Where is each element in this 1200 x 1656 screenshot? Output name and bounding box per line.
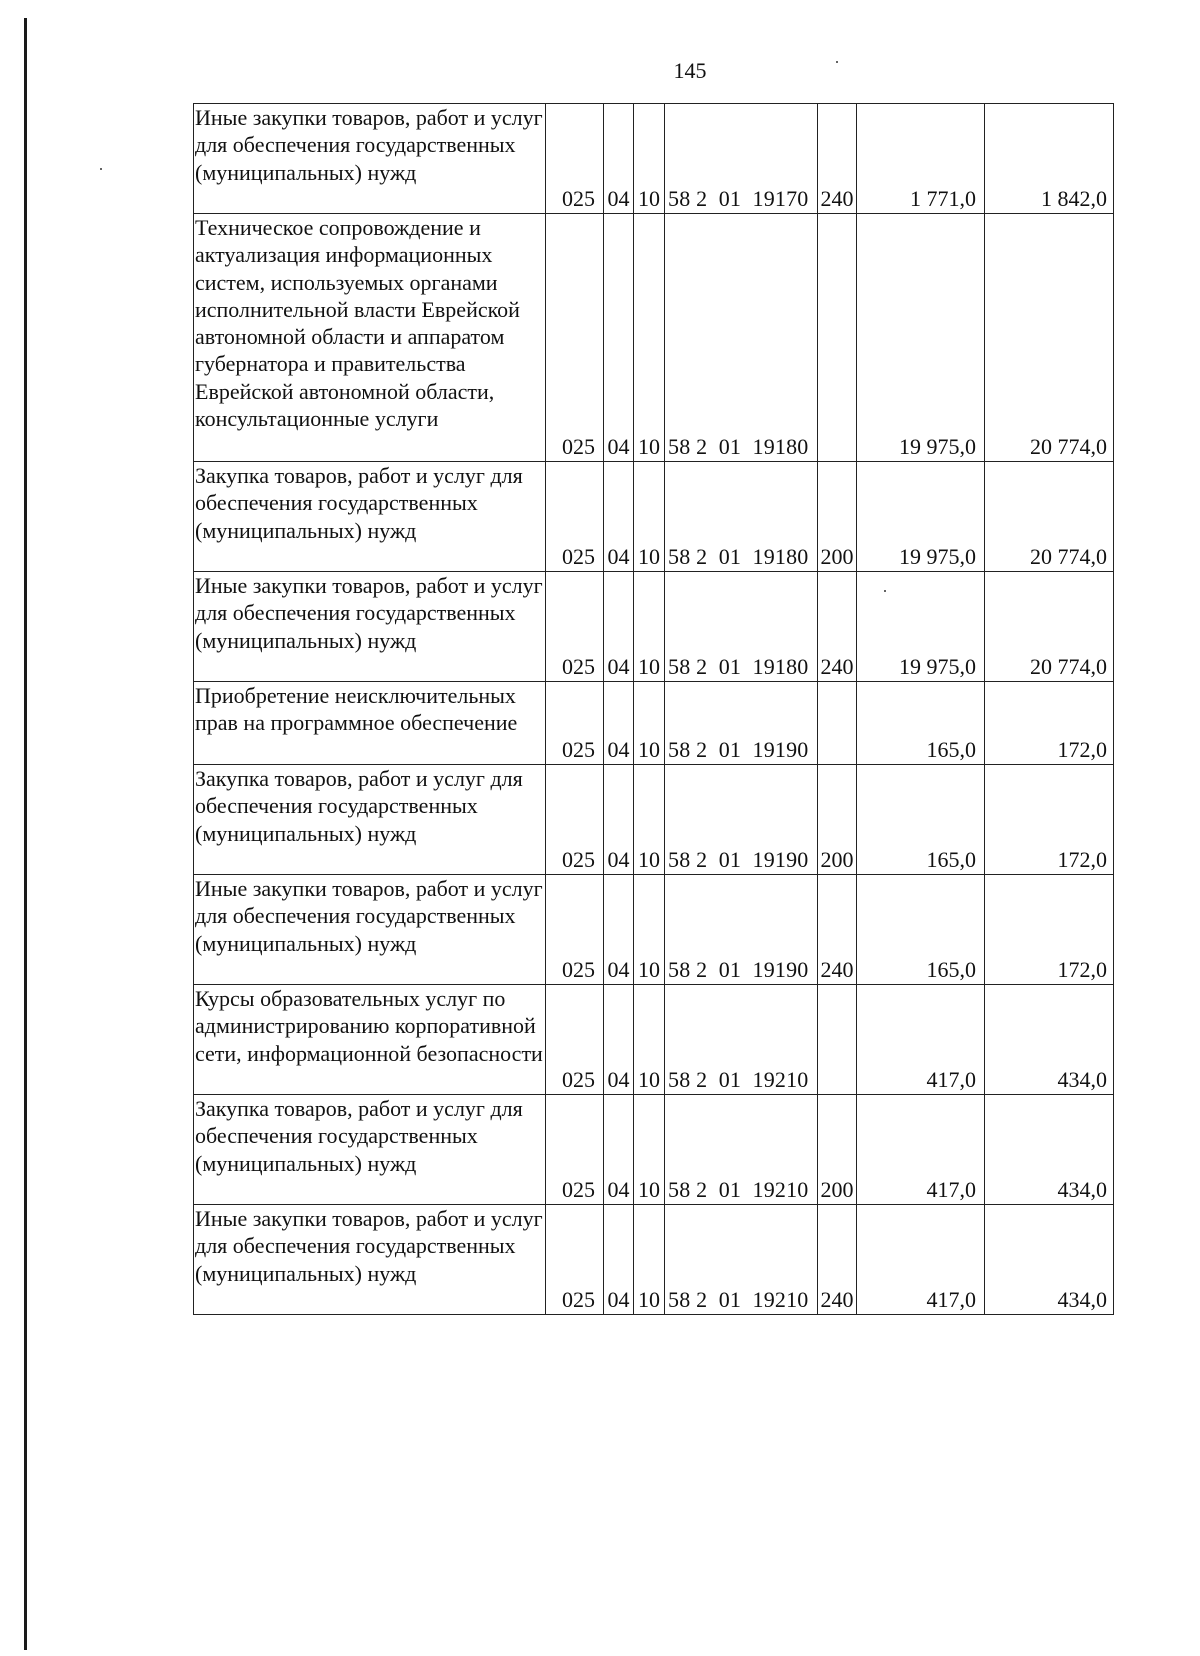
cell-amount-year2: 434,0 (985, 1095, 1114, 1205)
cell-item-name: Закупка товаров, работ и услуг для обеспечения государственных (муниципальных) нужд (194, 462, 546, 572)
cell-expense-type: 240 (818, 572, 857, 682)
cell-ministry-code: 025 (546, 1095, 604, 1205)
cell-item-name: Иные закупки товаров, работ и услуг для обеспечения государственных (муниципальных) нужд (194, 572, 546, 682)
table-row (194, 214, 1114, 462)
cell-item-name: Курсы образовательных услуг по администрированию корпоративной сети, информационной безопасности (194, 985, 546, 1095)
cell-section-code: 04 (604, 462, 634, 572)
cell-item-name: Техническое сопровождение и актуализация информационных систем, используемых органами исполнительной власти Еврейской автономной области и аппаратом губернатора и правительства Еврейской автономной области, консультационные услуги (194, 214, 546, 462)
cell-expense-type (818, 214, 857, 462)
cell-amount-year1: 19 975,0 (857, 462, 985, 572)
cell-target-code: 58 2 01 19190 (665, 875, 818, 985)
cell-amount-year2: 20 774,0 (985, 462, 1114, 572)
scan-speck (100, 168, 102, 170)
cell-subsection-code: 10 (634, 214, 665, 462)
cell-target-code: 58 2 01 19180 (665, 572, 818, 682)
cell-subsection-code: 10 (634, 765, 665, 875)
cell-expense-type: 200 (818, 462, 857, 572)
cell-expense-type: 240 (818, 875, 857, 985)
cell-target-code: 58 2 01 19180 (665, 214, 818, 462)
cell-ministry-code: 025 (546, 462, 604, 572)
cell-amount-year1: 417,0 (857, 1205, 985, 1315)
table-row (194, 462, 1114, 572)
cell-item-name: Закупка товаров, работ и услуг для обеспечения государственных (муниципальных) нужд (194, 765, 546, 875)
cell-ministry-code: 025 (546, 765, 604, 875)
cell-section-code: 04 (604, 214, 634, 462)
cell-item-name: Иные закупки товаров, работ и услуг для обеспечения государственных (муниципальных) нужд (194, 1205, 546, 1315)
cell-subsection-code: 10 (634, 875, 665, 985)
page-number: 145 (673, 58, 707, 83)
cell-section-code: 04 (604, 1095, 634, 1205)
cell-subsection-code: 10 (634, 462, 665, 572)
cell-item-name: Иные закупки товаров, работ и услуг для обеспечения государственных (муниципальных) нужд (194, 104, 546, 214)
cell-ministry-code: 025 (546, 985, 604, 1095)
cell-subsection-code: 10 (634, 1095, 665, 1205)
cell-subsection-code: 10 (634, 985, 665, 1095)
cell-ministry-code: 025 (546, 214, 604, 462)
cell-amount-year1: 1 771,0 (857, 104, 985, 214)
cell-section-code: 04 (604, 765, 634, 875)
table-body (194, 104, 1114, 1315)
cell-ministry-code: 025 (546, 682, 604, 765)
cell-section-code: 04 (604, 1205, 634, 1315)
cell-ministry-code: 025 (546, 104, 604, 214)
cell-expense-type (818, 682, 857, 765)
cell-amount-year1: 19 975,0 (857, 214, 985, 462)
cell-target-code: 58 2 01 19180 (665, 462, 818, 572)
cell-ministry-code: 025 (546, 1205, 604, 1315)
cell-amount-year2: 172,0 (985, 875, 1114, 985)
cell-subsection-code: 10 (634, 104, 665, 214)
cell-section-code: 04 (604, 104, 634, 214)
cell-item-name: Закупка товаров, работ и услуг для обеспечения государственных (муниципальных) нужд (194, 1095, 546, 1205)
cell-amount-year1: 165,0 (857, 682, 985, 765)
cell-section-code: 04 (604, 875, 634, 985)
table-row (194, 1095, 1114, 1205)
table-row (194, 682, 1114, 765)
cell-section-code: 04 (604, 572, 634, 682)
cell-section-code: 04 (604, 985, 634, 1095)
cell-expense-type: 240 (818, 104, 857, 214)
cell-target-code: 58 2 01 19210 (665, 1205, 818, 1315)
budget-table (193, 103, 1114, 1315)
cell-amount-year1: 19 975,0 (857, 572, 985, 682)
cell-amount-year1: 165,0 (857, 765, 985, 875)
cell-target-code: 58 2 01 19190 (665, 765, 818, 875)
cell-amount-year2: 20 774,0 (985, 572, 1114, 682)
cell-expense-type (818, 985, 857, 1095)
cell-subsection-code: 10 (634, 682, 665, 765)
cell-ministry-code: 025 (546, 572, 604, 682)
table-row (194, 104, 1114, 214)
cell-expense-type: 200 (818, 1095, 857, 1205)
cell-expense-type: 240 (818, 1205, 857, 1315)
table-row (194, 985, 1114, 1095)
cell-amount-year1: 417,0 (857, 1095, 985, 1205)
cell-amount-year2: 172,0 (985, 765, 1114, 875)
cell-target-code: 58 2 01 19190 (665, 682, 818, 765)
cell-target-code: 58 2 01 19210 (665, 1095, 818, 1205)
table-row (194, 1205, 1114, 1315)
cell-section-code: 04 (604, 682, 634, 765)
table-row (194, 765, 1114, 875)
cell-subsection-code: 10 (634, 572, 665, 682)
cell-amount-year1: 417,0 (857, 985, 985, 1095)
cell-amount-year2: 20 774,0 (985, 214, 1114, 462)
cell-amount-year2: 434,0 (985, 1205, 1114, 1315)
cell-item-name: Иные закупки товаров, работ и услуг для обеспечения государственных (муниципальных) нужд (194, 875, 546, 985)
cell-target-code: 58 2 01 19170 (665, 104, 818, 214)
cell-amount-year2: 434,0 (985, 985, 1114, 1095)
cell-amount-year2: 172,0 (985, 682, 1114, 765)
cell-item-name: Приобретение неисключительных прав на программное обеспечение (194, 682, 546, 765)
cell-amount-year2: 1 842,0 (985, 104, 1114, 214)
cell-subsection-code: 10 (634, 1205, 665, 1315)
cell-expense-type: 200 (818, 765, 857, 875)
cell-ministry-code: 025 (546, 875, 604, 985)
table-row (194, 572, 1114, 682)
cell-target-code: 58 2 01 19210 (665, 985, 818, 1095)
table-row (194, 875, 1114, 985)
scan-edge-line (24, 18, 27, 1650)
cell-amount-year1: 165,0 (857, 875, 985, 985)
